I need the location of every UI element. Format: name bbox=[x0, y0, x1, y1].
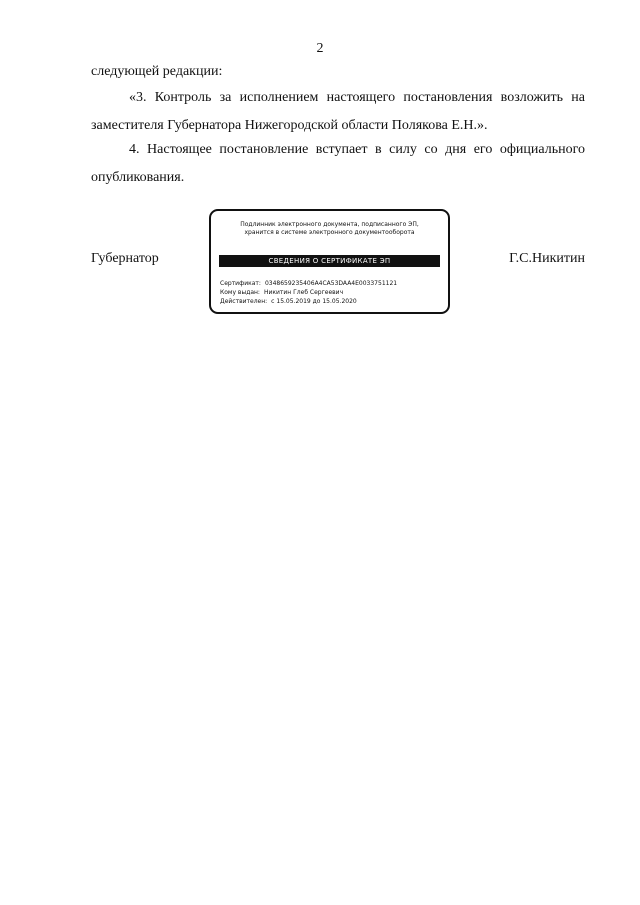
stamp-note-line-1: Подлинник электронного документа, подписанного ЭП, bbox=[240, 221, 419, 228]
electronic-signature-stamp bbox=[209, 209, 450, 314]
stamp-note bbox=[211, 221, 448, 237]
page-number: 2 bbox=[316, 41, 324, 56]
stamp-row-issued-to bbox=[220, 288, 440, 297]
certificate-value: 0348659235406A4CA53DAA4E0033751121 bbox=[264, 280, 398, 287]
signer-role: Губернатор bbox=[91, 251, 159, 266]
paragraph-continuation: следующей редакции: bbox=[91, 64, 223, 79]
stamp-row-certificate bbox=[220, 279, 440, 288]
certificate-label: Сертификат: bbox=[220, 280, 261, 287]
paragraph-effective-date: 4. Настоящее постановление вступает в силу со дня его официального опубликования. bbox=[91, 142, 585, 185]
validity-label: Действителен: bbox=[220, 298, 268, 305]
issued-to-label: Кому выдан: bbox=[220, 289, 260, 296]
stamp-header: СВЕДЕНИЯ О СЕРТИФИКАТЕ ЭП bbox=[219, 255, 440, 267]
issued-to-value: Никитин Глеб Сергеевич bbox=[263, 289, 344, 296]
signer-name: Г.С.Никитин bbox=[509, 251, 585, 266]
paragraph-control-clause: «3. Контроль за исполнением настоящего постановления возложить на заместителя Губернатора Нижегородской области Полякова Е.Н.». bbox=[91, 90, 585, 133]
validity-value: с 15.05.2019 до 15.05.2020 bbox=[271, 298, 357, 305]
stamp-certificate-info bbox=[220, 279, 440, 306]
stamp-row-validity bbox=[220, 297, 440, 306]
stamp-note-line-2: хранится в системе электронного документооборота bbox=[244, 229, 415, 236]
